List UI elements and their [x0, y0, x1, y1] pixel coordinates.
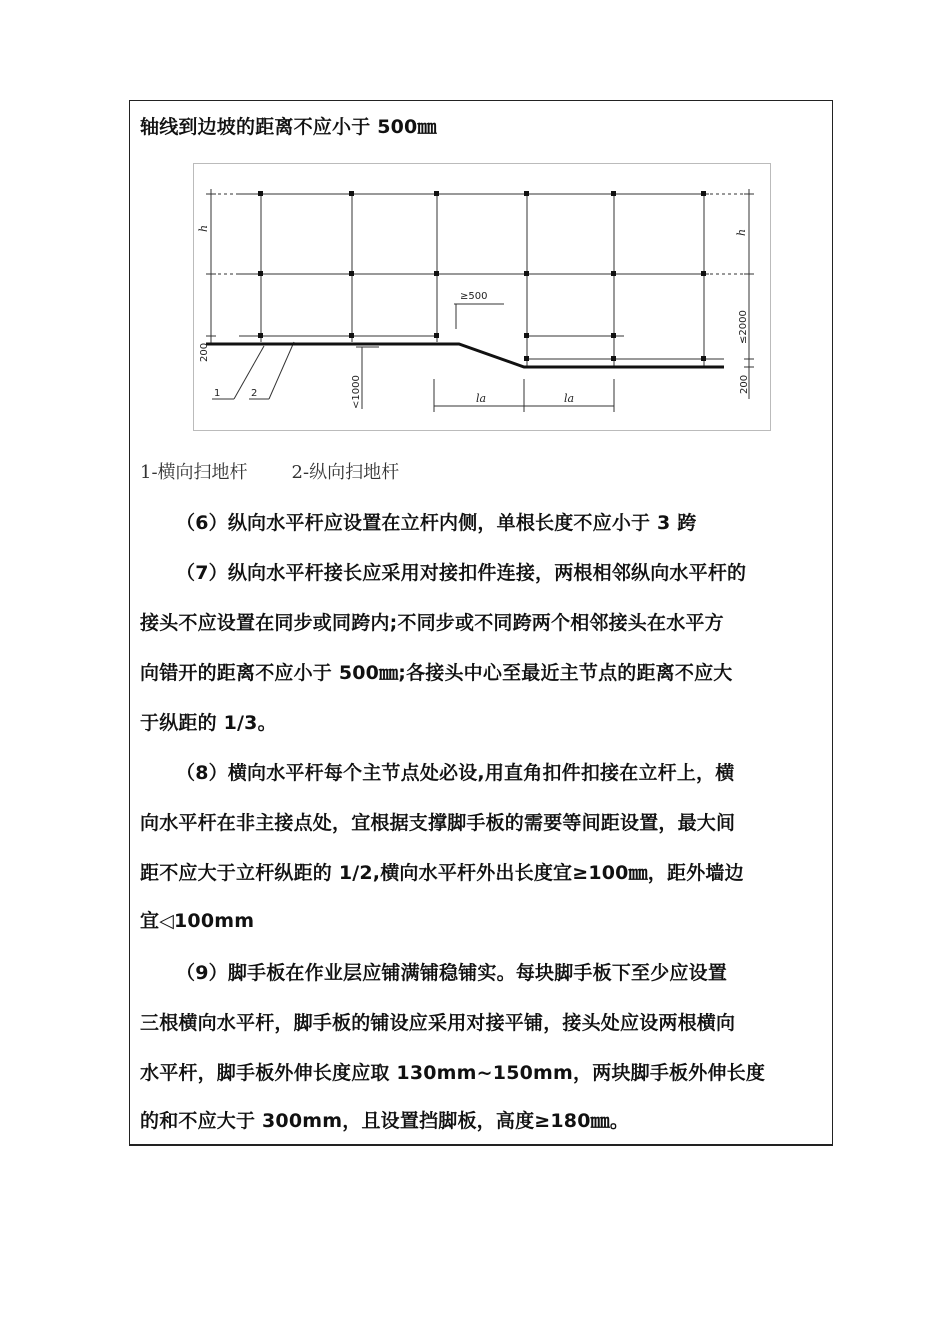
- paragraph-9-line-1: （9）脚手板在作业层应铺满铺稳铺实。每块脚手板下至少应设置: [176, 962, 728, 984]
- label-h-right: h: [735, 228, 748, 236]
- paragraph-8-line-2: 向水平杆在非主接点处，宜根据支撑脚手板的需要等间距设置，最大间: [140, 812, 736, 834]
- label-h-left: h: [197, 224, 210, 232]
- paragraph-7-line-2: 接头不应设置在同步或同跨内;不同步或不同跨两个相邻接头在水平方: [140, 612, 724, 634]
- caption-item-2: 2-纵向扫地杆: [291, 462, 400, 483]
- caption-item-1: 1-横向扫地杆: [140, 462, 248, 483]
- paragraph-9-line-4: 的和不应大于 300mm，且设置挡脚板，高度≥180㎜。: [140, 1110, 630, 1132]
- paragraph-9-line-3: 水平杆，脚手板外伸长度应取 130mm~150mm，两块脚手板外伸长度: [140, 1062, 766, 1084]
- paragraph-7-line-3: 向错开的距离不应小于 500㎜;各接头中心至最近主节点的距离不应大: [140, 662, 733, 684]
- label-la-1: la: [476, 392, 487, 405]
- paragraph-6: （6）纵向水平杆应设置在立杆内侧，单根长度不应小于 3 跨: [176, 512, 697, 534]
- header-text: 轴线到边坡的距离不应小于 500㎜: [140, 116, 437, 138]
- label-le2000: ≤2000: [738, 310, 749, 344]
- paragraph-9-line-2: 三根横向水平杆，脚手板的铺设应采用对接平铺，接头处应设两根横向: [140, 1012, 736, 1034]
- scaffold-diagram: [193, 163, 771, 431]
- paragraph-8-line-3: 距不应大于立杆纵距的 1/2,横向水平杆外出长度宜≥100㎜，距外墙边: [140, 862, 744, 884]
- paragraph-8-line-1: （8）横向水平杆每个主节点处必设,用直角扣件扣接在立杆上，横: [176, 762, 735, 784]
- label-200-right: 200: [739, 374, 750, 394]
- label-lt1000: <1000: [351, 375, 362, 409]
- paragraph-8-line-4: 宜◁100mm: [140, 910, 255, 932]
- callout-1: 1: [214, 388, 221, 399]
- callout-2: 2: [251, 388, 258, 399]
- label-ge500: ≥500: [460, 291, 488, 302]
- figure-caption: [140, 458, 399, 484]
- scaffold-diagram-svg: [194, 164, 772, 432]
- paragraph-7-line-4: 于纵距的 1/3。: [140, 712, 277, 734]
- label-la-2: la: [564, 392, 575, 405]
- paragraph-7-line-1: （7）纵向水平杆接长应采用对接扣件连接，两根相邻纵向水平杆的: [176, 562, 747, 584]
- label-200-left: 200: [199, 342, 210, 362]
